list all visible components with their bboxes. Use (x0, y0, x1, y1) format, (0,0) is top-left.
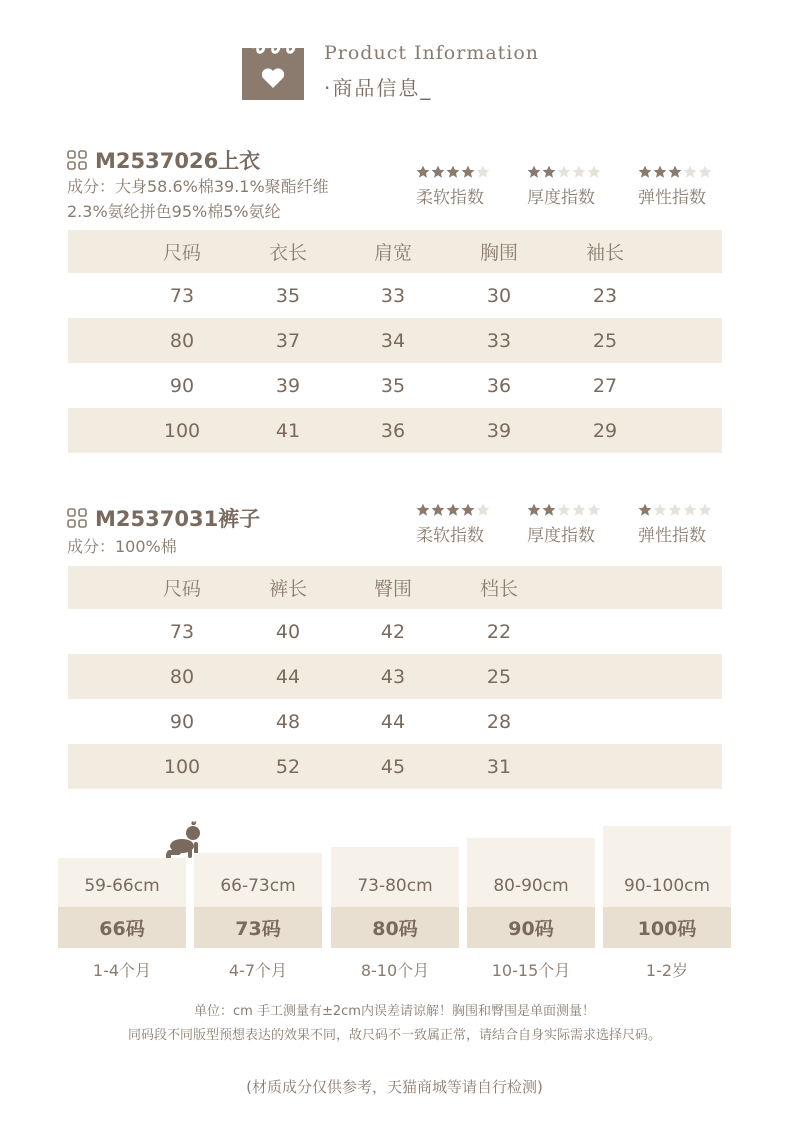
star-icon (446, 503, 460, 517)
rating-stars (638, 165, 749, 179)
table-row (68, 744, 722, 789)
header-title-cn: ·商品信息_ (324, 76, 433, 100)
table-cell: 30 (486, 284, 512, 307)
rating-stars (416, 165, 527, 179)
table-header-row (68, 230, 722, 273)
table-row (68, 699, 722, 744)
age-size-label: 66码 (58, 907, 186, 948)
star-icon (653, 165, 667, 179)
age-months-label: 1-4个月 (92, 961, 152, 980)
age-size-label: 80码 (331, 907, 459, 948)
table-cell: 25 (592, 329, 618, 352)
top-composition (67, 174, 329, 224)
table-cell: 35 (275, 284, 301, 307)
table-cell: 27 (592, 374, 618, 397)
grid-icon (67, 508, 87, 528)
star-icon (698, 165, 712, 179)
header-title-en: Product Information (324, 42, 540, 64)
star-icon (587, 165, 601, 179)
age-months-label: 8-10个月 (360, 961, 430, 980)
table-cell: 40 (275, 620, 301, 643)
rating-0 (416, 165, 527, 208)
table-cell: 29 (592, 419, 618, 442)
star-icon (527, 165, 541, 179)
footer-disclaimer: (材质成分仅供参考，天猫商城等请自行检测) (246, 1078, 543, 1096)
table-header-cell: 臀围 (373, 578, 412, 600)
star-icon (557, 503, 571, 517)
rating-0 (416, 503, 527, 546)
table-header-cell: 档长 (479, 578, 518, 600)
rating-label: 厚度指数 (527, 526, 595, 546)
rating-label: 弹性指数 (638, 188, 706, 208)
table-header-row (68, 566, 722, 609)
pants-product-title (67, 503, 260, 533)
table-cell: 23 (592, 284, 618, 307)
table-header-cell: 胸围 (479, 242, 518, 264)
rating-2 (638, 165, 749, 208)
table-cell: 33 (380, 284, 406, 307)
star-icon (431, 165, 445, 179)
star-icon (572, 165, 586, 179)
rating-stars (527, 165, 638, 179)
star-icon (461, 503, 475, 517)
rating-label: 厚度指数 (527, 188, 595, 208)
table-cell: 22 (486, 620, 512, 643)
table-cell: 28 (486, 710, 512, 733)
table-cell: 31 (486, 755, 512, 778)
rating-label: 弹性指数 (638, 526, 706, 546)
age-size-label: 100码 (603, 907, 731, 948)
table-cell: 39 (486, 419, 512, 442)
table-cell: 39 (275, 374, 301, 397)
star-icon (527, 503, 541, 517)
star-icon (638, 503, 652, 517)
age-height-range: 59-66cm (84, 876, 160, 896)
star-icon (698, 503, 712, 517)
rating-stars (638, 503, 749, 517)
star-icon (461, 165, 475, 179)
table-cell: 36 (486, 374, 512, 397)
pants-ratings (416, 503, 749, 546)
table-cell: 37 (275, 329, 301, 352)
table-cell: 44 (275, 665, 301, 688)
star-icon (542, 503, 556, 517)
age-size-label: 73码 (194, 907, 322, 948)
size-variance-note: 同码段不同版型预想表达的效果不同，故尺码不一致属正常，请结合自身实际需求选择尺码。 (127, 1028, 661, 1043)
table-header-cell: 裤长 (268, 578, 307, 600)
table-cell: 35 (380, 374, 406, 397)
star-icon (416, 503, 430, 517)
table-row (68, 609, 722, 654)
top-title-text: M2537026上衣 (95, 149, 261, 173)
table-cell: 73 (169, 620, 195, 643)
star-icon (587, 503, 601, 517)
pants-title-text: M2537031裤子 (95, 507, 261, 531)
table-header-cell: 衣长 (268, 242, 307, 264)
top-ratings (416, 165, 749, 208)
age-height-range: 66-73cm (220, 876, 296, 896)
table-cell: 43 (380, 665, 406, 688)
grid-icon (67, 150, 87, 170)
table-header-cell: 尺码 (162, 242, 201, 264)
rating-stars (527, 503, 638, 517)
table-cell: 90 (169, 374, 195, 397)
star-icon (668, 503, 682, 517)
top-size-table (68, 230, 722, 453)
age-size-label: 90码 (467, 907, 595, 948)
table-header-cell: 肩宽 (373, 242, 412, 264)
star-icon (557, 165, 571, 179)
table-cell: 100 (163, 419, 201, 442)
age-height-range: 80-90cm (493, 876, 569, 896)
table-row (68, 408, 722, 453)
top-composition-line2: 2.3%氨纶拼色95%棉5%氨纶 (67, 202, 281, 221)
star-icon (446, 165, 460, 179)
table-cell: 73 (169, 284, 195, 307)
table-row (68, 273, 722, 318)
table-cell: 52 (275, 755, 301, 778)
age-height-block (467, 838, 595, 907)
star-icon (683, 165, 697, 179)
age-height-range: 73-80cm (357, 876, 433, 896)
table-cell: 100 (163, 755, 201, 778)
table-cell: 80 (169, 665, 195, 688)
table-cell: 80 (169, 329, 195, 352)
table-header-cell: 袖长 (585, 242, 624, 264)
table-cell: 34 (380, 329, 406, 352)
table-cell: 90 (169, 710, 195, 733)
table-cell: 25 (486, 665, 512, 688)
table-header-cell: 尺码 (162, 578, 201, 600)
table-cell: 42 (380, 620, 406, 643)
age-months-label: 1-2岁 (645, 961, 689, 980)
star-icon (431, 503, 445, 517)
rating-stars (416, 503, 527, 517)
star-icon (476, 503, 490, 517)
star-icon (542, 165, 556, 179)
rating-1 (527, 503, 638, 546)
top-composition-line1: 成分：大身58.6%棉39.1%聚酯纤维 (67, 177, 329, 196)
age-months-label: 4-7个月 (228, 961, 288, 980)
table-cell: 41 (275, 419, 301, 442)
rating-label: 柔软指数 (416, 526, 484, 546)
pants-composition: 成分：100%棉 (67, 537, 177, 556)
table-row (68, 363, 722, 408)
star-icon (653, 503, 667, 517)
measurement-note: 单位：cm 手工测量有±2cm内误差请谅解！胸围和臀围是单面测量！ (194, 1004, 595, 1019)
pants-size-table (68, 566, 722, 789)
star-icon (668, 165, 682, 179)
shopping-bag-heart-icon (242, 40, 304, 100)
rating-2 (638, 503, 749, 546)
table-cell: 33 (486, 329, 512, 352)
star-icon (476, 165, 490, 179)
table-row (68, 654, 722, 699)
age-height-range: 90-100cm (623, 876, 711, 896)
rating-label: 柔软指数 (416, 188, 484, 208)
star-icon (572, 503, 586, 517)
age-months-label: 10-15个月 (491, 961, 571, 980)
star-icon (638, 165, 652, 179)
star-icon (683, 503, 697, 517)
table-cell: 45 (380, 755, 406, 778)
table-cell: 48 (275, 710, 301, 733)
table-cell: 44 (380, 710, 406, 733)
rating-1 (527, 165, 638, 208)
star-icon (416, 165, 430, 179)
table-cell: 36 (380, 419, 406, 442)
top-product-title (67, 145, 260, 175)
table-row (68, 318, 722, 363)
